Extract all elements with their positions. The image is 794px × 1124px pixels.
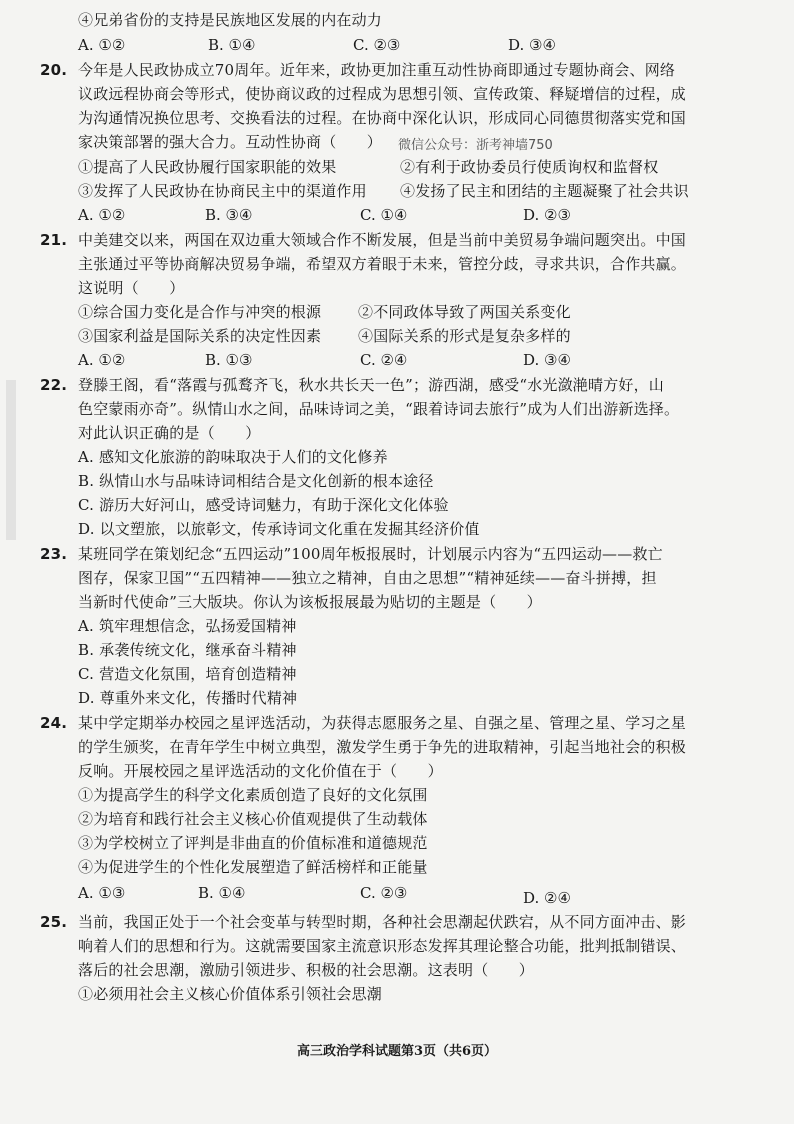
q21-item-1: ①综合国力变化是合作与冲突的根源	[78, 303, 322, 321]
q20-item-1: ①提高了人民政协履行国家职能的效果	[78, 158, 337, 176]
q23-stem-line: 当新时代使命”三大版块。你认为该板报展最为贴切的主题是（ ）	[78, 593, 542, 611]
q21-item-2: ②不同政体导致了两国关系变化	[358, 303, 571, 321]
q20-stem-line: 家决策部署的强大合力。互动性协商（ ）	[78, 133, 383, 151]
q24-option-a: A. ①③	[78, 884, 126, 902]
q19-item-4: ④兄弟省份的支持是民族地区发展的内在动力	[78, 11, 383, 29]
q24-item-3: ③为学校树立了评判是非曲直的价值标准和道德规范	[78, 834, 428, 852]
q24-stem-line: 某中学定期举办校园之星评选活动，为获得志愿服务之星、自强之星、管理之星、学习之星	[78, 714, 687, 732]
q21-stem-line: 主张通过平等协商解决贸易争端，希望双方着眼于未来，管控分歧，寻求共识，合作共赢。	[78, 255, 687, 273]
q22-stem-line: 登滕王阁，看“落霞与孤鹜齐飞，秋水共长天一色”；游西湖，感受“水光潋滟晴方好，山	[78, 376, 665, 394]
q20-stem-line: 议政远程协商会等形式，使协商议政的过程成为思想引领、宣传政策、释疑增信的过程，成	[78, 85, 687, 103]
q20-option-b: B. ③④	[205, 206, 253, 224]
q20-item-2: ②有利于政协委员行使质询权和监督权	[400, 158, 659, 176]
q24-item-2: ②为培育和践行社会主义核心价值观提供了生动载体	[78, 810, 428, 828]
q20-option-a: A. ①②	[78, 206, 126, 224]
q24-stem-line: 的学生颁奖，在青年学生中树立典型，激发学生勇于争先的进取精神，引起当地社会的积极	[78, 738, 687, 756]
q20-option-d: D. ②③	[523, 206, 571, 224]
q24-item-4: ④为促进学生的个性化发展塑造了鲜活榜样和正能量	[78, 858, 428, 876]
q21-stem-line: 中美建交以来，两国在双边重大领域合作不断发展，但是当前中美贸易争端问题突出。中国	[78, 231, 687, 249]
q25-stem-line: 当前，我国正处于一个社会变革与转型时期，各种社会思潮起伏跌宕，从不同方面冲击、影	[78, 913, 687, 931]
q19-option-c: C. ②③	[353, 36, 401, 54]
watermark-text: 微信公众号：浙考神墙750	[398, 138, 553, 153]
q20-option-c: C. ①④	[360, 206, 408, 224]
q23-option-c: C. 营造文化氛围，培育创造精神	[78, 665, 297, 683]
q21-option-b: B. ①③	[205, 351, 253, 369]
page-footer: 高三政治学科试题第3页（共6页）	[296, 1044, 498, 1059]
q24-stem-line: 反响。开展校园之星评选活动的文化价值在于（ ）	[78, 762, 443, 780]
q21-item-4: ④国际关系的形式是复杂多样的	[358, 327, 571, 345]
q20-stem-line: 今年是人民政协成立70周年。近年来，政协更加注重互动性协商即通过专题协商会、网络	[78, 61, 676, 79]
q24-number: 24.	[40, 714, 68, 732]
q25-stem-line: 响着人们的思想和行为。这就需要国家主流意识形态发挥其理论整合功能，批判抵制错误、	[78, 937, 687, 955]
q25-number: 25.	[40, 913, 68, 931]
q21-number: 21.	[40, 231, 68, 249]
q22-option-a: A. 感知文化旅游的韵味取决于人们的文化修养	[78, 448, 388, 466]
q22-number: 22.	[40, 376, 68, 394]
q23-stem-line: 图存，保家卫国”“五四精神——独立之精神，自由之思想”“精神延续——奋斗拼搏，担	[78, 569, 657, 587]
q23-option-d: D. 尊重外来文化，传播时代精神	[78, 689, 298, 707]
q19-option-b: B. ①④	[208, 36, 256, 54]
q25-item-1: ①必须用社会主义核心价值体系引领社会思潮	[78, 985, 383, 1003]
q23-number: 23.	[40, 545, 68, 563]
q20-item-3: ③发挥了人民政协在协商民主中的渠道作用	[78, 182, 367, 200]
q23-option-b: B. 承袭传统文化，继承奋斗精神	[78, 641, 297, 659]
q19-option-d: D. ③④	[508, 36, 556, 54]
q24-option-d: D. ②④	[523, 889, 571, 907]
q20-stem-line: 为沟通情况换位思考、交换看法的过程。在协商中深化认识，形成同心同德贯彻落实党和国	[78, 109, 687, 127]
q21-option-c: C. ②④	[360, 351, 408, 369]
q22-stem-line: 色空蒙雨亦奇”。纵情山水之间，品味诗词之美，“跟着诗词去旅行”成为人们出游新选择。	[78, 400, 680, 418]
q23-option-a: A. 筑牢理想信念，弘扬爱国精神	[78, 617, 297, 635]
q21-stem-line: 这说明（ ）	[78, 279, 185, 297]
q24-item-1: ①为提高学生的科学文化素质创造了良好的文化氛围	[78, 786, 428, 804]
q22-option-d: D. 以文塑旅，以旅彰文，传承诗词文化重在发掘其经济价值	[78, 520, 480, 538]
scan-margin-shadow	[6, 380, 16, 540]
q23-stem-line: 某班同学在策划纪念“五四运动”100周年板报展时，计划展示内容为“五四运动——救亡	[78, 545, 663, 563]
q22-stem-line: 对此认识正确的是（ ）	[78, 424, 261, 442]
q22-option-b: B. 纵情山水与品味诗词相结合是文化创新的根本途径	[78, 472, 434, 490]
q24-option-c: C. ②③	[360, 884, 408, 902]
q21-option-a: A. ①②	[78, 351, 126, 369]
q21-option-d: D. ③④	[523, 351, 571, 369]
q21-item-3: ③国家利益是国际关系的决定性因素	[78, 327, 322, 345]
q20-number: 20.	[40, 61, 68, 79]
q22-option-c: C. 游历大好河山，感受诗词魅力，有助于深化文化体验	[78, 496, 449, 514]
q24-option-b: B. ①④	[198, 884, 246, 902]
q25-stem-line: 落后的社会思潮，激励引领进步、积极的社会思潮。这表明（ ）	[78, 961, 535, 979]
q20-item-4: ④发扬了民主和团结的主题凝聚了社会共识	[400, 182, 689, 200]
q19-option-a: A. ①②	[78, 36, 126, 54]
